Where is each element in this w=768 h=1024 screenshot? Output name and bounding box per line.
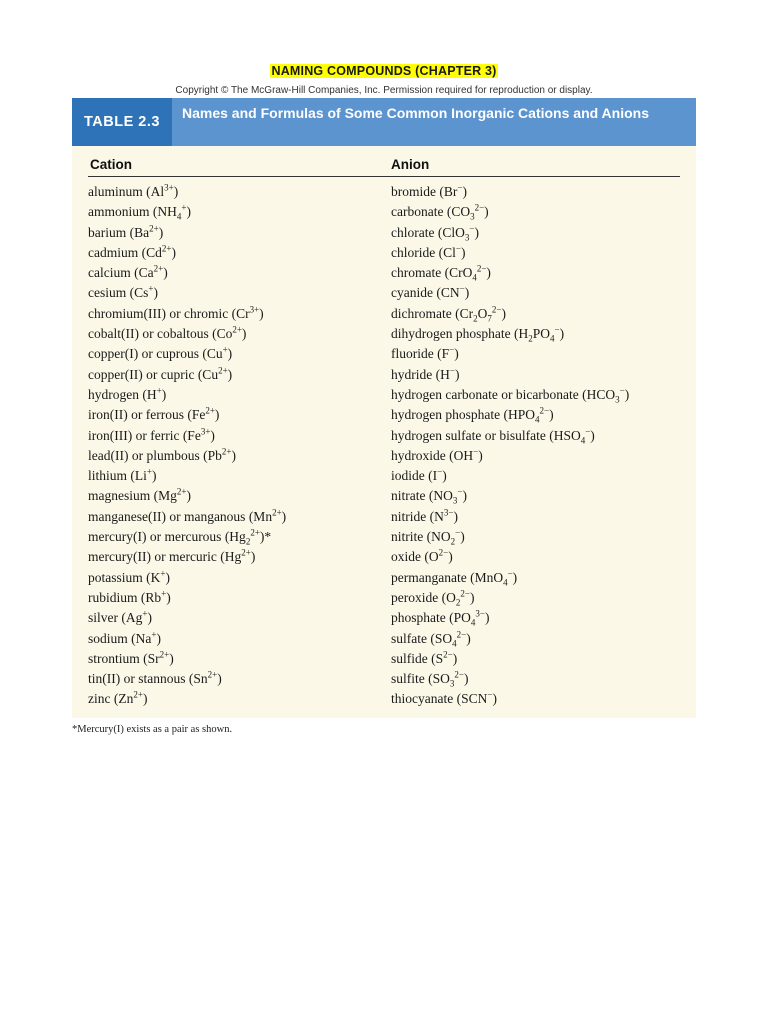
cation-row: cobalt(II) or cobaltous $(Co^{2+})$	[88, 324, 247, 342]
header-divider	[88, 176, 680, 177]
table-title: Names and Formulas of Some Common Inorganic Cations and Anions	[182, 105, 649, 121]
anion-row: sulfite $(SO_3^{2-})$	[391, 669, 469, 689]
page-title-text: NAMING COMPOUNDS (CHAPTER 3)	[271, 64, 497, 78]
cation-row: aluminum $(Al^{3+})$	[88, 182, 179, 199]
anion-row: hydride (H−)	[391, 365, 460, 382]
anion-row: chromate (CrO$_4^{2-}$)	[391, 263, 491, 283]
cation-row: silver (Ag+)	[88, 608, 152, 626]
cation-row: copper(II) or cupric $(Cu^{2+})$	[88, 365, 233, 382]
cation-row: zinc $(Zn^{2+})$	[88, 689, 148, 707]
anion-list	[391, 182, 691, 710]
cation-list	[88, 182, 378, 710]
anion-row: hydroxide (OH−)	[391, 446, 483, 463]
copyright-notice: Copyright © The McGraw-Hill Companies, Inc. Permission required for reproduction or display.	[175, 85, 593, 96]
cation-row: lead(II) or plumbous $(Pb^{2+})$	[88, 446, 236, 463]
anion-row: bromide (Br−)	[391, 182, 467, 199]
cation-row: copper(I) or cuprous (Cu+)	[88, 344, 233, 362]
cation-row: hydrogen (H+)	[88, 385, 167, 402]
anion-row: fluoride (F−)	[391, 344, 459, 362]
cation-row: lithium (Li+)	[88, 466, 157, 484]
cation-row: mercury(II) or mercuric $(Hg^{2+})$	[88, 547, 256, 565]
anion-column-header: Anion	[391, 157, 430, 172]
anion-row: chlorate (ClO$_3$−)	[391, 223, 479, 243]
cation-row: mercury(I) or mercurous $(Hg_2^{2+})*$	[88, 527, 272, 547]
cation-row: ammonium $(NH_4^+)$	[88, 202, 191, 222]
anion-row: oxide $(O^{2-})$	[391, 547, 453, 565]
anion-row: cyanide (CN−)	[391, 283, 470, 301]
anion-row: dichromate $(Cr_2O_7^{2-})$	[391, 304, 506, 324]
anion-row: peroxide $(O_2^{2-})$	[391, 588, 475, 608]
table-header	[72, 98, 696, 146]
anion-row: nitrate $(NO_3^-)$	[391, 486, 467, 507]
table-number: TABLE 2.3	[72, 98, 172, 146]
anion-row: phosphate $(PO_4^{3-})$	[391, 608, 490, 628]
anion-row: hydrogen phosphate $(HPO_4^{2-})$	[391, 405, 554, 425]
cation-row: barium $(Ba^{2+})$	[88, 223, 164, 240]
cation-row: magnesium $(Mg^{2+})$	[88, 486, 191, 504]
anion-row: permanganate (MnO$_4$−)	[391, 568, 518, 588]
cation-row: potassium (K+)	[88, 568, 170, 585]
anion-row: hydrogen sulfate or bisulfate $(HSO_4^-)$	[391, 426, 595, 446]
cation-row: sodium (Na+)	[88, 629, 161, 646]
table-figure	[72, 98, 696, 718]
anion-row: hydrogen carbonate or bicarbonate $(HCO_3^-)$	[391, 385, 630, 405]
page-title	[0, 62, 768, 80]
anion-row: chloride (Cl−)	[391, 243, 466, 260]
table-footnote: *Mercury(I) exists as a pair as shown.	[72, 724, 233, 735]
anion-row: dihydrogen phosphate $(H_2PO_4^-)$	[391, 324, 565, 344]
cation-row: strontium $(Sr^{2+})$	[88, 649, 174, 666]
cation-column-header: Cation	[90, 157, 132, 172]
anion-row: nitride $(N^{3-})$	[391, 507, 458, 524]
anion-row: sulfate $(SO_4^{2-})$	[391, 629, 471, 649]
cation-row: cesium (Cs+)	[88, 283, 158, 301]
cation-row: iron(II) or ferrous $(Fe^{2+})$	[88, 405, 220, 423]
anion-row: sulfide $(S^{2-})$	[391, 649, 458, 666]
anion-row: iodide (I−)	[391, 466, 447, 484]
cation-row: tin(II) or stannous $(Sn^{2+})$	[88, 669, 222, 687]
anion-row: carbonate $(CO_3^{2-})$	[391, 202, 489, 222]
cation-row: manganese(II) or manganous $(Mn^{2+})$	[88, 507, 287, 524]
cation-row: chromium(III) or chromic $(Cr^{3+})$	[88, 304, 264, 321]
cation-row: iron(III) or ferric $(Fe^{3+})$	[88, 426, 215, 443]
cation-row: rubidium (Rb+)	[88, 588, 171, 605]
cation-row: cadmium $(Cd^{2+})$	[88, 243, 176, 260]
cation-row: calcium $(Ca^{2+})$	[88, 263, 168, 281]
anion-row: nitrite $(NO_2^-)$	[391, 527, 465, 547]
anion-row: thiocyanate (SCN−)	[391, 689, 497, 707]
